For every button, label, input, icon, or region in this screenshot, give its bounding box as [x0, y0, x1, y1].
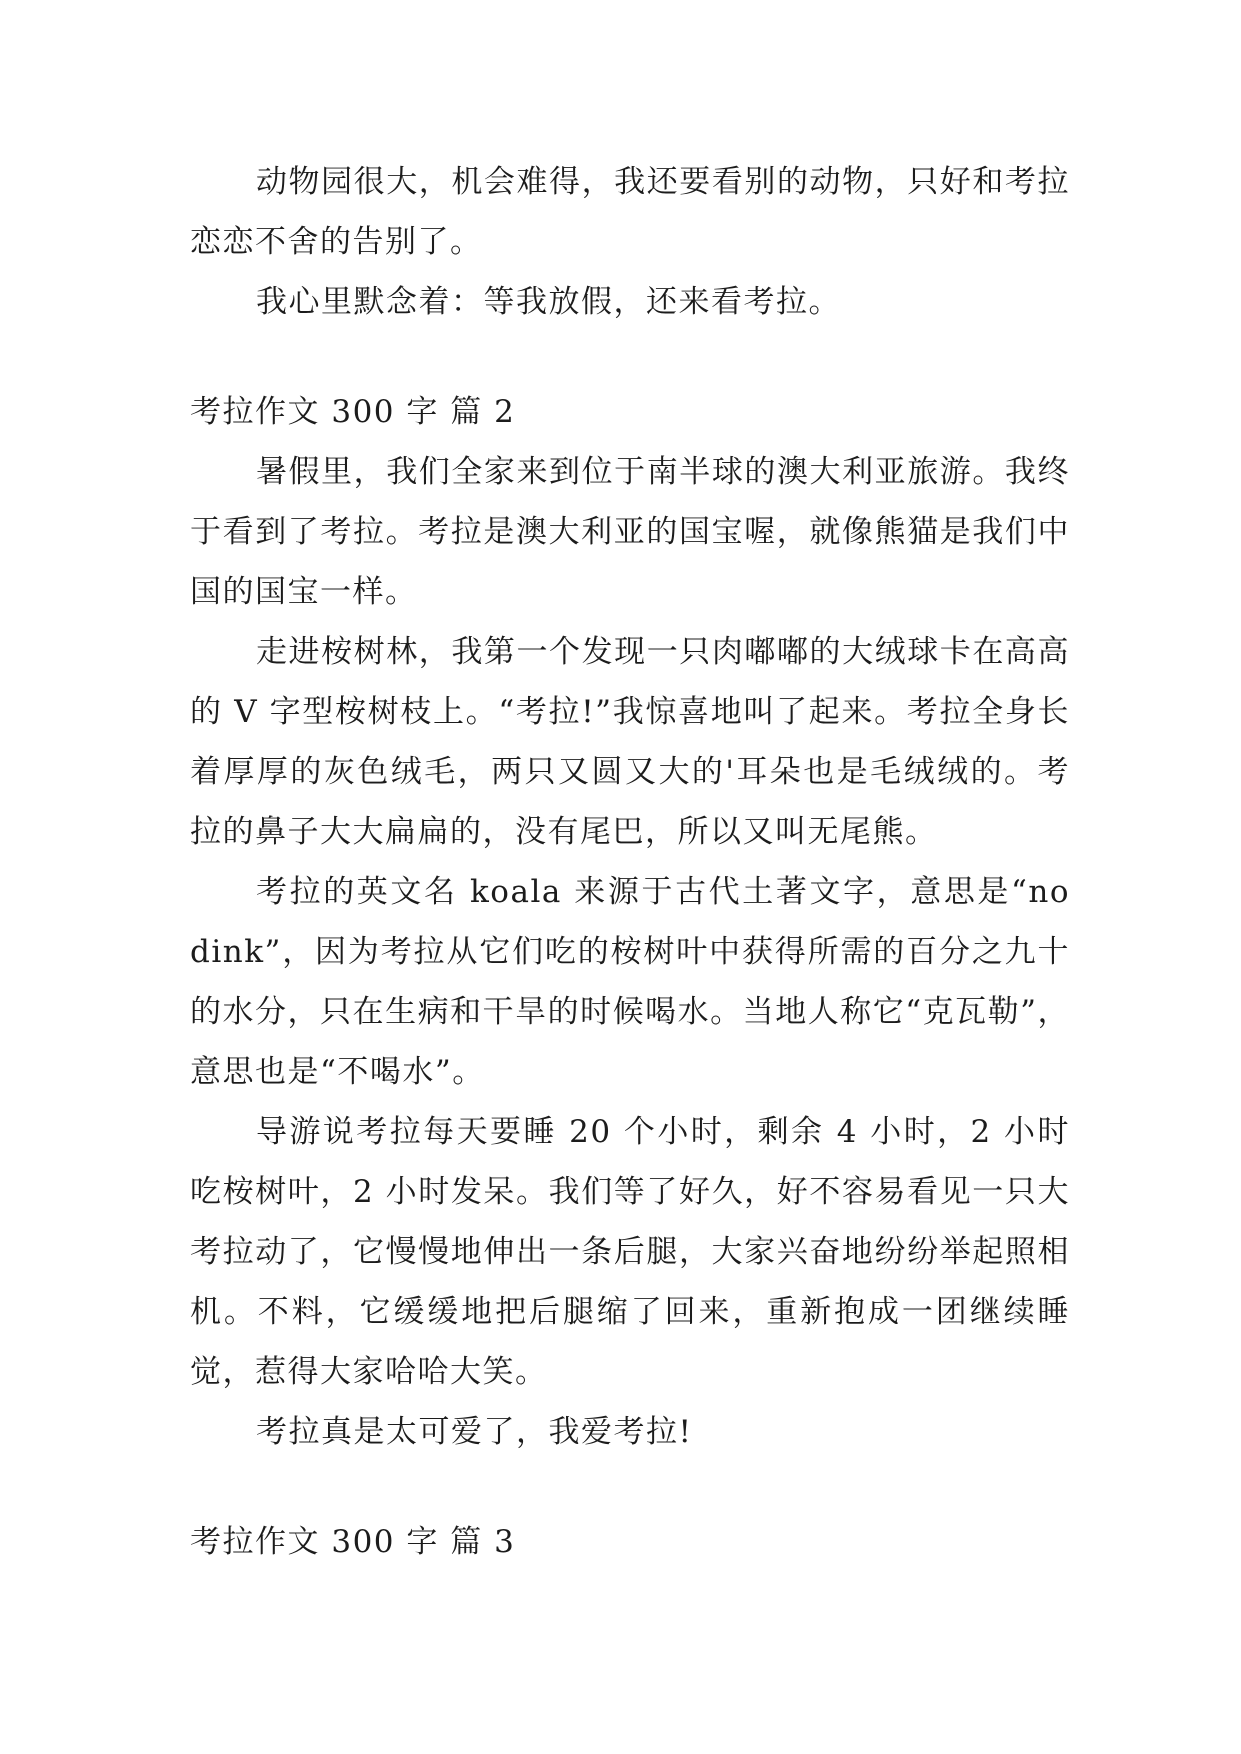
paragraph: 暑假里，我们全家来到位于南半球的澳大利亚旅游。我终于看到了考拉。考拉是澳大利亚的国宝喔，就像熊猫是我们中国的国宝一样。 — [190, 454, 1070, 610]
paragraph: 考拉真是太可爱了，我爱考拉! — [256, 1414, 693, 1450]
section-heading: 考拉作文 300 字 篇 3 — [190, 1524, 516, 1560]
paragraph: 考拉的英文名 koala 来源于古代土著文字，意思是“no dink”，因为考拉从它们吃的桉树叶中获得所需的百分之九十的水分，只在生病和干旱的时候喝水。当地人称它“克瓦勒”，意思也是“不喝水”。 — [190, 874, 1070, 1090]
paragraph: 导游说考拉每天要睡 20 个小时，剩余 4 小时，2 小时吃桉树叶，2 小时发呆。我们等了好久，好不容易看见一只大考拉动了，它慢慢地伸出一条后腿，大家兴奋地纷纷举起照相机。不料，它缓缓地把后腿缩了回来，重新抱成一团继续睡觉，惹得大家哈哈大笑。 — [190, 1114, 1070, 1390]
paragraph: 走进桉树林，我第一个发现一只肉嘟嘟的大绒球卡在高高的 V 字型桉树枝上。“考拉!”我惊喜地叫了起来。考拉全身长着厚厚的灰色绒毛，两只又圆又大的'耳朵也是毛绒绒的。考拉的鼻子大大扁扁的，没有尾巴，所以又叫无尾熊。 — [190, 634, 1070, 850]
section-heading: 考拉作文 300 字 篇 2 — [190, 394, 516, 430]
paragraph: 我心里默念着：等我放假，还来看考拉。 — [256, 284, 841, 320]
paragraph: 动物园很大，机会难得，我还要看别的动物，只好和考拉恋恋不舍的告别了。 — [190, 164, 1070, 260]
